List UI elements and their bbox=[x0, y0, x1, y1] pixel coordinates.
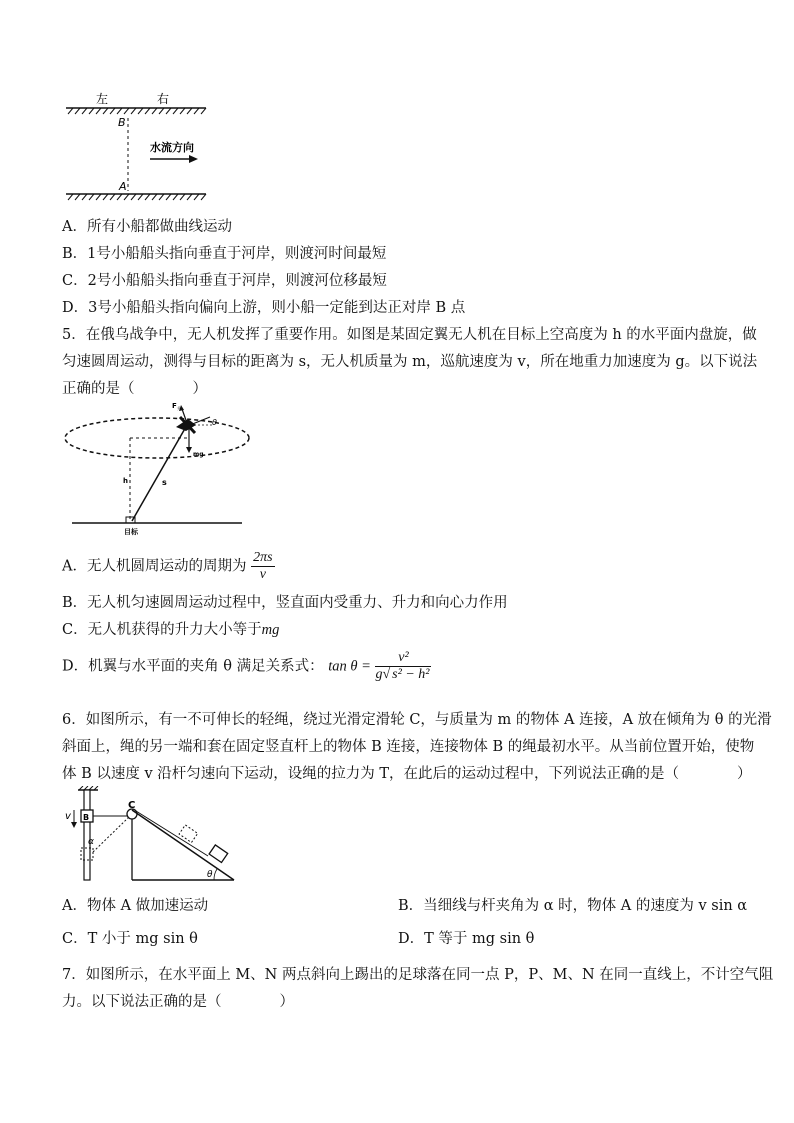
q6-option-c: C．T 小于 mg sin θ bbox=[62, 931, 198, 947]
q5-option-a-numerator: 2πs bbox=[253, 550, 273, 565]
q5-option-a-fraction bbox=[251, 550, 274, 583]
pulley-b-label: B bbox=[83, 813, 90, 822]
pulley-figure bbox=[62, 786, 242, 886]
q6-option-b: B．当细线与杆夹角为 α 时，物体 A 的速度为 v sin α bbox=[398, 898, 748, 914]
drone-theta-label: θ bbox=[212, 418, 217, 427]
q4-option-d: D．3号小船船头指向偏向上游，则小船一定能到达正对岸 B 点 bbox=[62, 300, 466, 316]
q4-option-c: C．2号小船船头指向垂直于河岸，则渡河位移最短 bbox=[62, 273, 387, 289]
pulley-alpha-label: α bbox=[88, 837, 94, 847]
q6-option-d: D．T 等于 mg sin θ bbox=[398, 931, 535, 947]
q5-option-d-text: D．机翼与水平面的夹角 θ 满足关系式： bbox=[62, 658, 324, 675]
river-figure bbox=[62, 88, 222, 203]
river-point-a: A bbox=[119, 180, 127, 193]
river-right-label: 右 bbox=[157, 92, 170, 106]
q7-stem-line1: 7．如图所示，在水平面上 M、N 两点斜向上踢出的足球落在同一点 P，P、M、N 在同一直线上，不计空气阻 bbox=[62, 967, 774, 983]
drone-s-label: s bbox=[162, 478, 167, 487]
q5-option-d-den-g: g bbox=[375, 667, 383, 682]
q5-option-c-value: mg bbox=[261, 622, 280, 638]
q5-option-d-lhs: tan θ = bbox=[328, 658, 371, 675]
q4-option-b: B．1号小船船头指向垂直于河岸，则渡河时间最短 bbox=[62, 246, 387, 262]
q5-option-c bbox=[62, 620, 279, 640]
q6-option-a: A．物体 A 做加速运动 bbox=[62, 898, 209, 914]
river-left-label: 左 bbox=[96, 92, 109, 106]
river-point-b: B bbox=[118, 116, 126, 129]
q4-option-a: A．所有小船都做曲线运动 bbox=[62, 219, 232, 235]
q5-option-d-fraction bbox=[375, 650, 431, 683]
q5-option-d-numerator: v² bbox=[375, 650, 431, 667]
drone-lift-label: F bbox=[172, 403, 177, 410]
drone-target-label: 目标 bbox=[124, 528, 138, 536]
q6-stem-line3: 体 B 以速度 v 沿杆匀速向下运动，设绳的拉力为 T，在此后的运动过程中，下列说法正确的是（ ） bbox=[62, 766, 752, 782]
river-flow-label: 水流方向 bbox=[150, 141, 194, 154]
q6-stem-line1: 6．如图所示，有一不可伸长的轻绳，绕过光滑定滑轮 C，与质量为 m 的物体 A 连接，A 放在倾角为 θ 的光滑 bbox=[62, 712, 772, 728]
q5-option-d-den-sqrt: s² − h² bbox=[392, 667, 430, 682]
q5-stem-line2: 匀速圆周运动，测得与目标的距离为 s，无人机质量为 m，巡航速度为 v，所在地重力加速度为 g。以下说法 bbox=[62, 354, 758, 370]
q7-stem-line2: 力。以下说法正确的是（ ） bbox=[62, 994, 294, 1010]
q5-option-a-denominator: v bbox=[259, 567, 266, 582]
drone-h-label: h bbox=[123, 477, 128, 485]
q5-option-a bbox=[62, 550, 275, 583]
q5-option-d-denominator: g√ s² − h² bbox=[375, 667, 430, 682]
drone-lift-sub: 升 bbox=[177, 406, 181, 411]
pulley-theta-label: θ bbox=[207, 870, 213, 880]
q5-option-c-text: C．无人机获得的升力大小等于 bbox=[62, 622, 262, 638]
q5-option-a-text: A．无人机圆周运动的周期为 bbox=[62, 558, 247, 575]
drone-figure bbox=[62, 403, 262, 543]
q5-option-d bbox=[62, 650, 431, 683]
q5-stem-line1: 5．在俄乌战争中，无人机发挥了重要作用。如图是某固定翼无人机在目标上空高度为 h 的水平面内盘旋，做 bbox=[62, 327, 757, 343]
pulley-v-label: v bbox=[65, 811, 71, 822]
q6-stem-line2: 斜面上，绳的另一端和套在固定竖直杆上的物体 B 连接，连接物体 B 的绳最初水平。从当前位置开始，使物 bbox=[62, 739, 755, 755]
drone-mg-label: mg bbox=[193, 451, 204, 458]
q5-option-b: B．无人机匀速圆周运动过程中，竖直面内受重力、升力和向心力作用 bbox=[62, 595, 508, 611]
pulley-c-label: C bbox=[128, 800, 136, 811]
q5-stem-line3: 正确的是（ ） bbox=[62, 381, 207, 397]
